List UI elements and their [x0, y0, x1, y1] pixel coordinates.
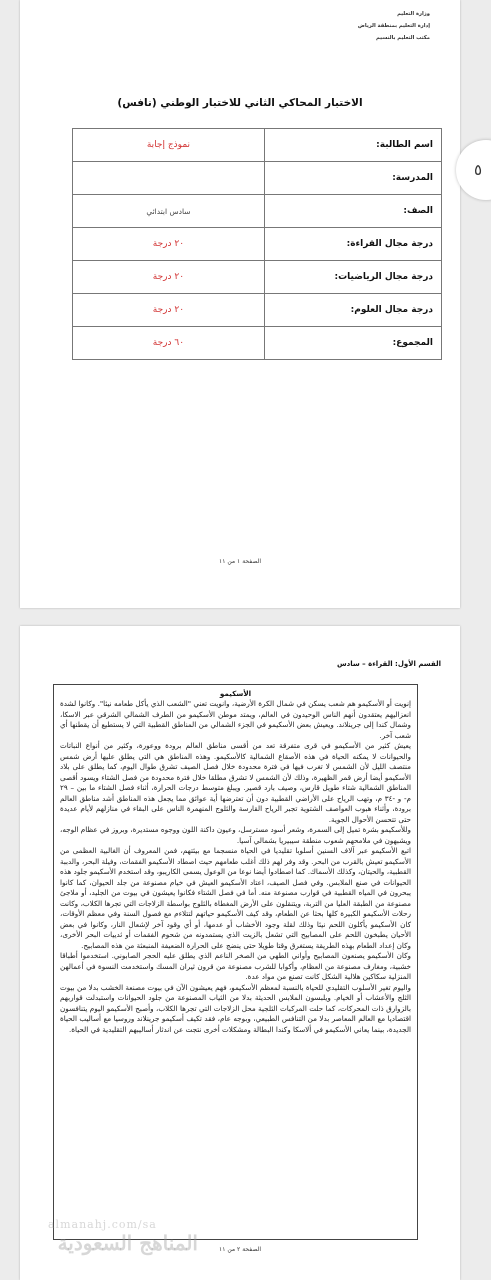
- passage-paragraph: اتبع الأسكيمو عبر آلاف السنين أسلوبا تقليديا في الحياة منسجما مع بيئتهم، فمن المعروف أن الغالبية العظمى من الأسكيمو تعيش بالقرب من البحر. وقد وفر لهم ذلك أغلب طعامهم حيث اصطاد الأسكيمو الفقمات، وفيلة البحر، والدببة القطبية، والحيتان، وكذلك الأسماك. كما اصطادوا أيضا نوعا من الوعول يسمى الكاريبو، وقد استخدم الأسكيمو جلود هذه الحيوانات في صنع الملابس. وفي فصل الصيف، اعتاد الأسكيمو العيش في خيام مصنوعة من جلد الحيوان، كما كانوا يبحرون في المياه القطبية في قوارب مصنوعة منه. أما في فصل الشتاء فكانوا يعيشون في بيوت من الجليد، أو ملاجئ مصنوعة من الطبقة العليا من التربة، ويتنقلون على الأرض المغطاة بالثلوج بواسطة الزلاجات التي تجرها الكلاب، وكانت رحلات الأسكيمو الكبيرة كلها بحثا عن الطعام، وقد كيف الأسكيمو حياتهم لتتلاءم مع فصول السنة وفي معظم الأوقات، كان الأسكيمو يأكلون اللحم نيئا وذلك لقلة وجود الأخشاب أو عدمها، أو أي وقود آخر لإشعال النار، وكانوا في بعض الأحيان يطبخون اللحم على المصابيح التي تشعل بالزيت الذي يستمدونه من شحوم الفقمات أو ثدييات البحر الأخرى، وكان إعداد الطعام بهذه الطريقة يستغرق وقتا طويلا حتى ينضج على الحرارة الضعيفة المنبعثة من هذه المصابيح.: [60, 846, 411, 950]
- passage-paragraph: إنويت أو الأسكيمو هم شعب يسكن في شمال الكرة الأرضية، وانويت تعني "الشعب الذي يأكل طعامه نيئا". وكانوا لشدة انعزاليهم يعتقدون أنهم الناس الوحيدون في العالم، ويمتد موطن الأسكيمو من الطرف الشمالي الشرقي عبر الاسكا، وشمال كندا إلى جرينلاند. ويعيش بعض الأسكيمو في الجزء الشمالي من المناطق القطبية التي لا يستطيع أن يقطنها أي شعب آخر.: [60, 699, 411, 740]
- math-score-label: درجة مجال الرياضيات:: [264, 261, 441, 294]
- school-label: المدرسة:: [264, 162, 441, 195]
- school-value: [73, 162, 265, 195]
- exam-title: الاختبار المحاكي الثاني للاختبار الوطني (نافس): [117, 97, 363, 109]
- side-tab-number: ٥: [474, 161, 483, 179]
- science-score-value: ٢٠ درجة: [73, 294, 265, 327]
- student-name-label: اسم الطالبة:: [264, 129, 441, 162]
- watermark-logo: [18, 1218, 198, 1258]
- watermark-arabic: المناهج السعودية: [57, 1231, 198, 1255]
- ministry-header: [358, 8, 430, 44]
- reading-passage: [53, 684, 418, 1240]
- header-office: مكتب التعليم بالنسيم: [376, 35, 430, 41]
- passage-paragraph: وكان الأسكيمو يصنعون المصابيح وأواني الطهي من الصخر الناعم الذي يطلق عليه الحجر الصابوني. استخدموا أطباقا خشبية، ومغارف مصنوعة من العظام، وأكوابا للشرب مصنوعة من قرون ثيران المسك واستخدمت النسوة في أعمالهن المنزلية سكاكين هلالية الشكل كانت تصنع من مواد عدة.: [60, 951, 411, 981]
- table-row: [73, 162, 442, 195]
- passage-paragraph: واليوم تغير الأسلوب التقليدي للحياة بالنسبة لمعظم الأسكيمو، فهم يعيشون الآن في بيوت مصنعة الخشب بدلا من بيوت الثلج والأعشاب أو الخيام. ويلبسون الملابس الحديثة بدلا من الثياب المصنوعة من جلود الحيوانات واستبدلت قواربهم بالزوارق ذات المحركات، كما حلت المركبات الثلجية محل الزلاجات التي تجرها الكلاب، وأصبح الأسكيمو اليوم يتنافسون اقتصاديا مع العالم المعاصر بدلا من التنافس الطبيعي، وبوجه عام، فقد تكيف أسكيمو جرينلاند وروسيا مع أساليب الحياة الجديدة، بينما يعاني الأسكيمو في ألاسكا وكندا البطالة ومشكلات أخرى نتجت عن اندثار أساليبهم التقليدية في الحياة.: [60, 982, 411, 1034]
- exam-cover-page: [20, 0, 460, 608]
- grade-value: سادس ابتدائي: [73, 195, 265, 228]
- page-side-tab[interactable]: [456, 140, 491, 200]
- grade-label: الصف:: [264, 195, 441, 228]
- reading-score-label: درجة مجال القراءة:: [264, 228, 441, 261]
- math-score-value: ٢٠ درجة: [73, 261, 265, 294]
- student-info-table: [72, 128, 442, 360]
- table-row: [73, 327, 442, 360]
- header-ministry: وزارة التعليم: [397, 11, 430, 17]
- table-row: [73, 294, 442, 327]
- table-row: [73, 129, 442, 162]
- total-score-value: ٦٠ درجة: [73, 327, 265, 360]
- section-title: القسم الأول: القراءة – سادس: [336, 660, 441, 668]
- header-department: إدارة التعليم بمنطقة الرياض: [357, 23, 430, 29]
- reading-score-value: ٢٠ درجة: [73, 228, 265, 261]
- page-number-2: الصفحة ٢ من ١١: [218, 1246, 262, 1253]
- table-row: [73, 228, 442, 261]
- total-score-label: المجموع:: [264, 327, 441, 360]
- page-number-1: الصفحة ١ من ١١: [218, 558, 262, 565]
- table-row: [73, 261, 442, 294]
- passage-title: الأسكيمو: [219, 689, 252, 698]
- table-row: [73, 195, 442, 228]
- science-score-label: درجة مجال العلوم:: [264, 294, 441, 327]
- watermark-latin: almanahj.com/sa: [48, 1218, 157, 1231]
- passage-paragraph: وللأسكيمو بشرة تميل إلى السمرة، وشعر أسود مسترسل، وعيون داكنة اللون ووجوه مستديرة، وبروز في عظام الوجه، ويشبهون في ملامحهم شعوب منطقة سيبيريا بشمالي آسيا.: [60, 825, 411, 845]
- student-name-value: نموذج إجابة: [73, 129, 265, 162]
- passage-paragraph: يعيش كثير من الأسكيمو في قرى متفرقة تعد من أقسى مناطق العالم برودة ووعورة، وكثير من أنواع النباتات والحيوانات لا يمكنه الحياة في هذه الأصقاع الشمالية كالأسكيمو. وهذه المناطق هي التي يطلق عليها أرض شمس منتصف الليل لأن الشمس لا تغرب فيها في فترة محدودة خلال فصل الصيف تشرق طوال اليوم، كما يطلق على بلاد الأسكيمو أيضا أرض قمر الظهيرة، وذلك لأن الشمس لا تشرق مطلقا خلال فترة محدودة من فصل الشتاء ويسود أقصى المناطق الشمالية شتاء طويل قارس، وصيف بارد قصير. ويبلغ متوسط درجات الحرارة، أثناء فصل الشتاء ما بين – ٢٩ م- و -٣٤ م، وتهب الرياح على الأراضي القطبية دون أن تعترضها أية عوائق مما يجعل هذه المناطق أشد مناطق العالم برودة، وأثناء هبوب العواصف الشتوية تجبر الرياح القارسة والثلوج المنهمرة الناس على البقاء في منازلهم لأيام عديدة حتى تتحسن الأحوال الجوية.: [60, 741, 411, 824]
